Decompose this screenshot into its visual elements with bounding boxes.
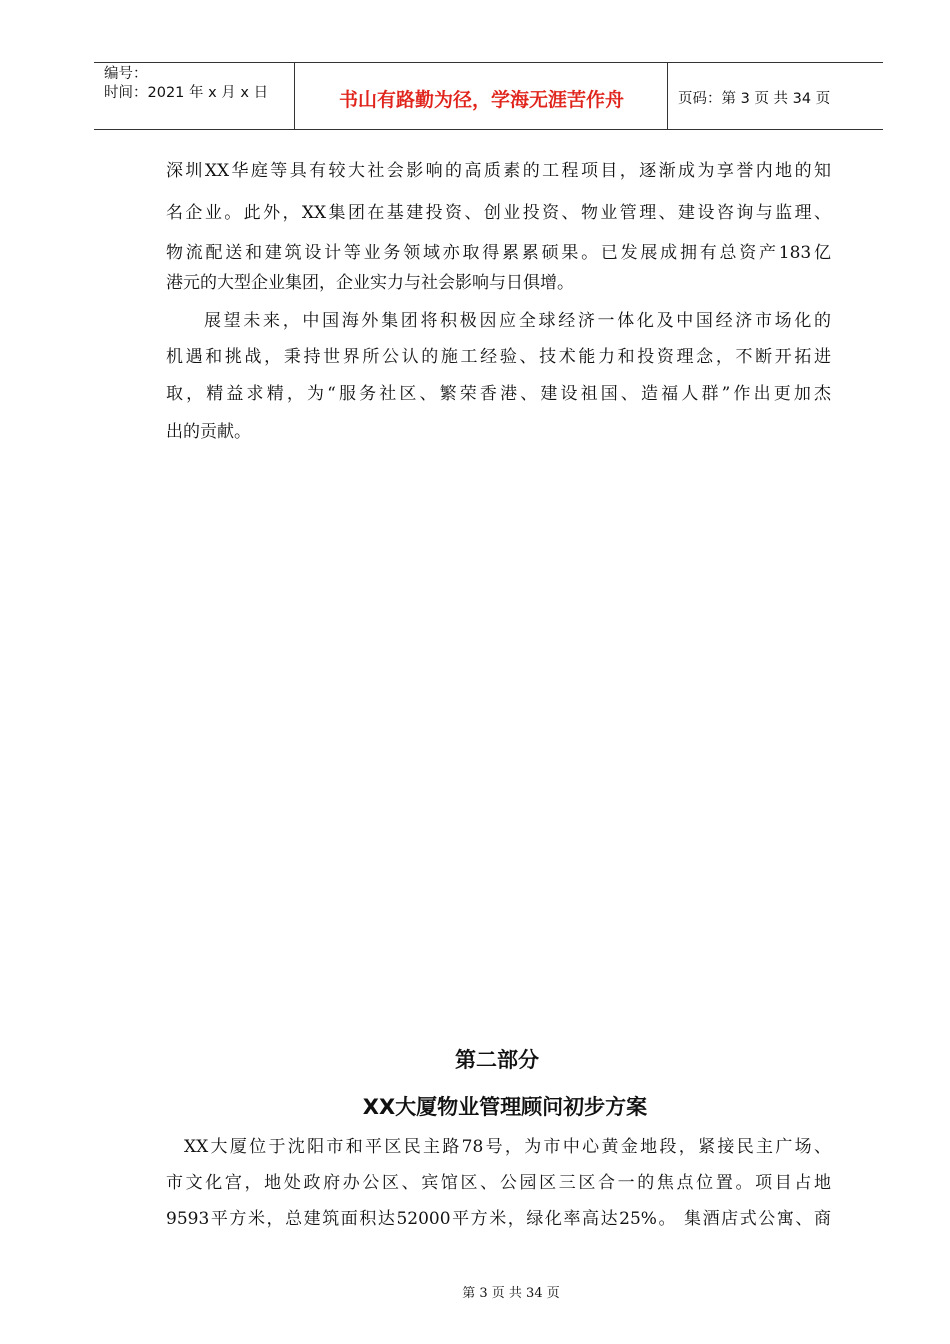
paragraph-line: 取，精益求精，为“服务社区、繁荣香港、建设祖国、造福人群”作出更加杰 (166, 384, 831, 404)
header-right-cell (668, 63, 883, 129)
section-paragraph-line: 市文化宫，地处政府办公区、宾馆区、公园区三区合一的焦点位置。项目占地 (166, 1173, 831, 1193)
header-middle-cell (295, 63, 668, 129)
header-left-cell (94, 63, 295, 129)
section-part-heading: 第二部分 (455, 1048, 539, 1072)
paragraph-line: 深圳XX华庭等具有较大社会影响的高质素的工程项目，逐渐成为享誉内地的知 (166, 161, 831, 181)
paragraph-line: 名企业。此外，XX集团在基建投资、创业投资、物业管理、建设咨询与监理、 (166, 203, 831, 223)
section-paragraph-line: 9593平方米，总建筑面积达52000平方米，绿化率高达25%。 集酒店式公寓、商 (166, 1209, 831, 1229)
paragraph-line: 物流配送和建筑设计等业务领域亦取得累累硕果。已发展成拥有总资产183亿 (166, 243, 831, 263)
paragraph-line: 港元的大型企业集团，企业实力与社会影响与日俱增。 (166, 273, 574, 293)
section-paragraph-line: XX大厦位于沈阳市和平区民主路78号，为市中心黄金地段，紧接民主广场、 (184, 1137, 831, 1157)
paragraph-line: 展望未来，中国海外集团将积极因应全球经济一体化及中国经济市场化的 (204, 311, 831, 331)
document-number-label: 编号： (104, 66, 148, 82)
paragraph-line: 出的贡献。 (166, 422, 251, 442)
paragraph-line: 机遇和挑战，秉持世界所公认的施工经验、技术能力和投资理念，不断开拓进 (166, 347, 831, 367)
page-footer: 第 3 页 共 34 页 (462, 1286, 560, 1301)
section-title: XX大厦物业管理顾问初步方案 (362, 1095, 648, 1119)
header-page-number: 页码：第 3 页 共 34 页 (678, 91, 831, 107)
document-time-label: 时间：2021 年 x 月 x 日 (104, 85, 269, 101)
header-motto: 书山有路勤为径，学海无涯苦作舟 (338, 89, 624, 111)
page-header (94, 62, 883, 130)
